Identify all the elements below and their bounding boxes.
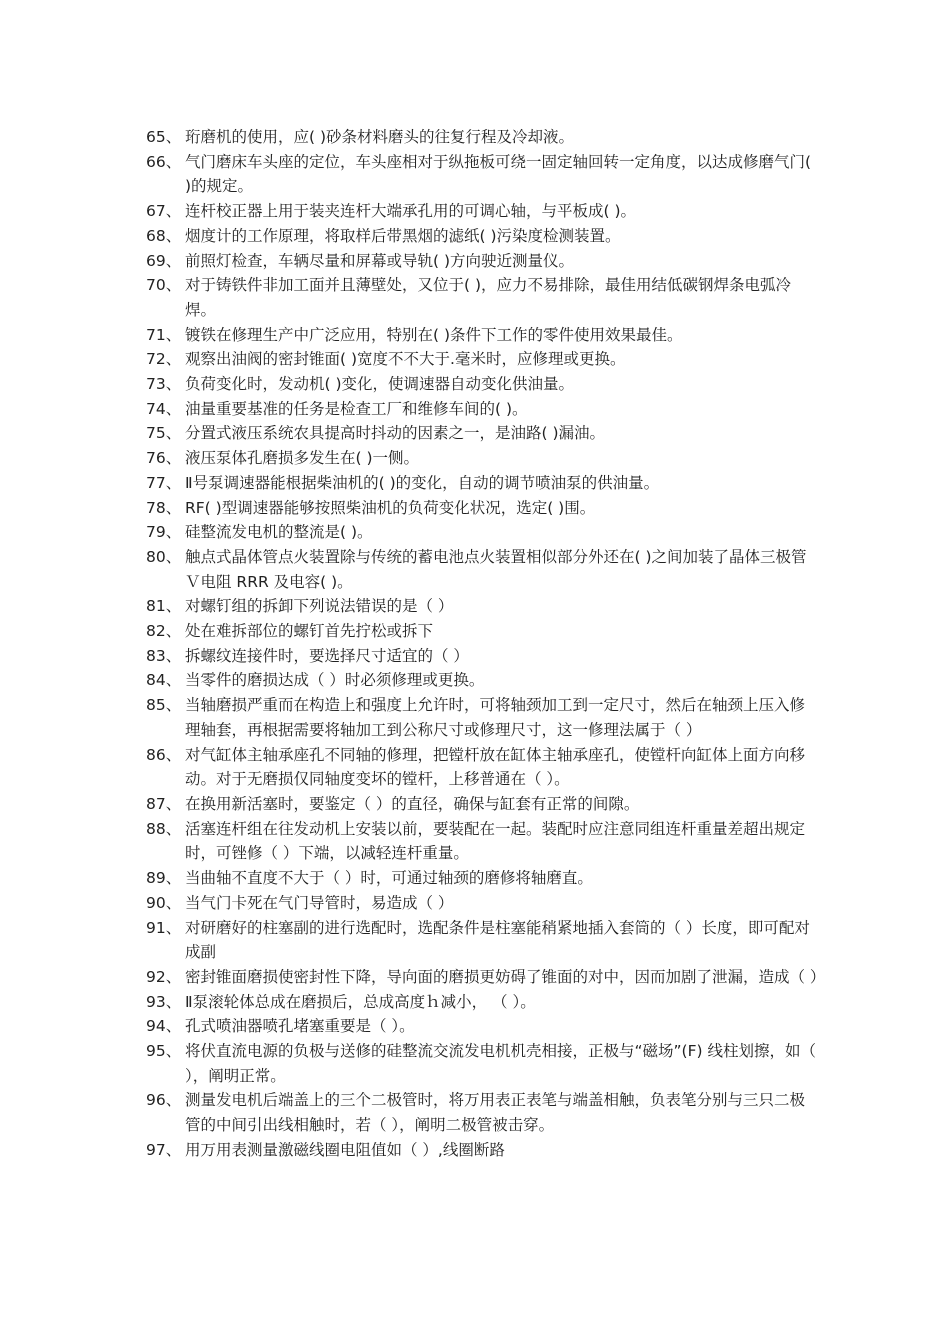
question-text: 触点式晶体管点火装置除与传统的蓄电池点火装置相似部分外还在( )之间加装了晶体三极管Ｖ电阻 RRR 及电容( )。 — [185, 547, 807, 591]
question-number: 93、 — [146, 992, 182, 1011]
question-item — [0, 249, 950, 274]
question-text: 烟度计的工作原理，将取样后带黑烟的滤纸( )污染度检测装置。 — [185, 226, 621, 245]
question-text: 珩磨机的使用，应( )砂条材料磨头的往复行程及冷却液。 — [185, 128, 575, 146]
question-item — [0, 619, 950, 644]
question-item — [0, 471, 950, 496]
question-text: 分置式液压系统农具提高时抖动的因素之一，是油路( )漏油。 — [185, 424, 606, 443]
question-item — [0, 668, 950, 693]
question-text: 当曲轴不直度不大于（ ）时，可通过轴颈的磨修将轴磨直。 — [185, 869, 593, 888]
question-item — [0, 891, 950, 916]
question-number: 95、 — [146, 1042, 182, 1061]
question-number: 90、 — [146, 893, 182, 912]
question-text: 处在难拆部位的螺钉首先拧松或拆下 — [185, 622, 434, 641]
question-item — [0, 496, 950, 521]
question-text: 对于铸铁件非加工面并且薄壁处，又位于( )，应力不易排除，最佳用结低碳钢焊条电弧冷焊。 — [185, 276, 792, 319]
question-item — [0, 817, 950, 866]
question-item — [0, 397, 950, 422]
question-item — [0, 990, 950, 1015]
question-text: Ⅱ号泵调速器能根据柴油机的( )的变化，自动的调节喷油泵的供油量。 — [185, 473, 660, 492]
question-item — [0, 866, 950, 891]
question-text: 气门磨床车头座的定位，车头座相对于纵拖板可绕一固定轴回转一定角度，以达成修磨气门( )的规定。 — [185, 152, 812, 196]
question-number: 71、 — [146, 325, 182, 344]
question-text: 当轴磨损严重而在构造上和强度上允许时，可将轴颈加工到一定尺寸，然后在轴颈上压入修理轴套，再根据需要将轴加工到公称尺寸或修理尺寸，这一修理法属于（ ） — [185, 696, 806, 739]
question-text: 密封锥面磨损使密封性下降，导向面的磨损更妨碍了锥面的对中，因而加剧了泄漏，造成（ ） — [185, 967, 826, 986]
question-item — [0, 421, 950, 446]
question-item — [0, 273, 950, 322]
question-number: 66、 — [146, 152, 182, 171]
question-number: 74、 — [146, 399, 182, 418]
question-number: 91、 — [146, 918, 182, 937]
question-item — [0, 1138, 950, 1163]
question-item — [0, 1088, 950, 1137]
question-text: 在换用新活塞时，要鉴定（ ）的直径，确保与缸套有正常的间隙。 — [185, 794, 640, 813]
question-text: 对螺钉组的拆卸下列说法错误的是（ ） — [185, 597, 454, 616]
question-number: 68、 — [146, 226, 182, 245]
question-text: 前照灯检查，车辆尽量和屏幕或导轨( )方向驶近测量仪。 — [185, 251, 575, 270]
question-number: 96、 — [146, 1091, 182, 1110]
question-text: 镀铁在修理生产中广泛应用，特别在( )条件下工作的零件使用效果最佳。 — [185, 325, 683, 344]
question-item — [0, 743, 950, 792]
question-text: 连杆校正器上用于装夹连杆大端承孔用的可调心轴，与平板成( )。 — [185, 202, 637, 221]
question-text: 对研磨好的柱塞副的进行选配时，选配条件是柱塞能稍紧地插入套筒的（ ）长度，即可配对成副 — [185, 918, 810, 962]
question-number: 87、 — [146, 794, 182, 813]
question-item — [0, 224, 950, 249]
question-number: 70、 — [146, 276, 182, 295]
question-number: 69、 — [146, 251, 182, 270]
question-text: 当零件的磨损达成（ ）时必须修理或更换。 — [185, 671, 485, 690]
question-item — [0, 1039, 950, 1088]
question-item — [0, 446, 950, 471]
question-text: RF( )型调速器能够按照柴油机的负荷变化状况，选定( )围。 — [185, 498, 596, 517]
question-number: 77、 — [146, 473, 182, 492]
question-number: 81、 — [146, 597, 182, 616]
question-list — [0, 125, 950, 1163]
question-item — [0, 150, 950, 199]
question-item — [0, 594, 950, 619]
question-number: 85、 — [146, 696, 182, 715]
question-item — [0, 125, 950, 150]
question-number: 80、 — [146, 547, 182, 566]
question-number: 73、 — [146, 375, 182, 394]
question-number: 83、 — [146, 646, 182, 665]
question-number: 94、 — [146, 1017, 182, 1036]
question-number: 75、 — [146, 424, 182, 443]
question-text: 用万用表测量激磁线圈电阻值如（ ）,线圈断路 — [185, 1140, 505, 1159]
question-text: 负荷变化时，发动机( )变化，使调速器自动变化供油量。 — [185, 375, 575, 394]
question-text: 当气门卡死在气门导管时，易造成（ ） — [185, 893, 454, 912]
question-item — [0, 792, 950, 817]
question-number: 82、 — [146, 622, 182, 641]
question-item — [0, 323, 950, 348]
question-text: 液压泵体孔磨损多发生在( )一侧。 — [185, 449, 420, 468]
question-text: 拆螺纹连接件时，要选择尺寸适宜的（ ） — [185, 646, 469, 665]
question-number: 92、 — [146, 967, 182, 986]
question-number: 72、 — [146, 350, 182, 369]
question-text: 油量重要基准的任务是检查工厂和维修车间的( )。 — [185, 399, 528, 418]
question-item — [0, 520, 950, 545]
question-text: 测量发电机后端盖上的三个二极管时，将万用表正表笔与端盖相触，负表笔分别与三只二极管的中间引出线相触时，若（ ），阐明二极管被击穿。 — [185, 1091, 806, 1135]
question-number: 78、 — [146, 498, 182, 517]
question-text: 观察出油阀的密封锥面( )宽度不不大于.毫米时，应修理或更换。 — [185, 350, 626, 369]
question-item — [0, 347, 950, 372]
question-number: 89、 — [146, 869, 182, 888]
question-text: 孔式喷油器喷孔堵塞重要是（ ）。 — [185, 1017, 415, 1036]
question-text: 将伏直流电源的负极与送修的硅整流交流发电机机壳相接，正极与“磁场”(F) 线柱划擦，如（ ），阐明正常。 — [185, 1042, 816, 1085]
question-item — [0, 916, 950, 965]
question-number: 86、 — [146, 745, 182, 764]
question-item — [0, 1014, 950, 1039]
question-number: 67、 — [146, 202, 182, 221]
question-item — [0, 545, 950, 594]
question-item — [0, 199, 950, 224]
question-number: 84、 — [146, 671, 182, 690]
question-number: 79、 — [146, 523, 182, 542]
question-number: 88、 — [146, 819, 182, 838]
question-text: 硅整流发电机的整流是( )。 — [185, 523, 373, 542]
question-text: 活塞连杆组在往发动机上安装以前，要装配在一起。装配时应注意同组连杆重量差超出规定时，可锉修（ ）下端，以减轻连杆重量。 — [185, 819, 806, 863]
question-item — [0, 372, 950, 397]
question-number: 97、 — [146, 1140, 182, 1159]
question-item — [0, 693, 950, 742]
question-item — [0, 644, 950, 669]
question-text: Ⅱ泵滚轮体总成在磨损后，总成高度ｈ减小， （ ）。 — [185, 992, 536, 1011]
question-number: 65、 — [146, 128, 182, 146]
question-number: 76、 — [146, 449, 182, 468]
question-item — [0, 965, 950, 990]
question-text: 对气缸体主轴承座孔不同轴的修理，把镗杆放在缸体主轴承座孔，使镗杆向缸体上面方向移动。对于无磨损仅同轴度变坏的镗杆，上移普通在（ ）。 — [185, 745, 806, 789]
